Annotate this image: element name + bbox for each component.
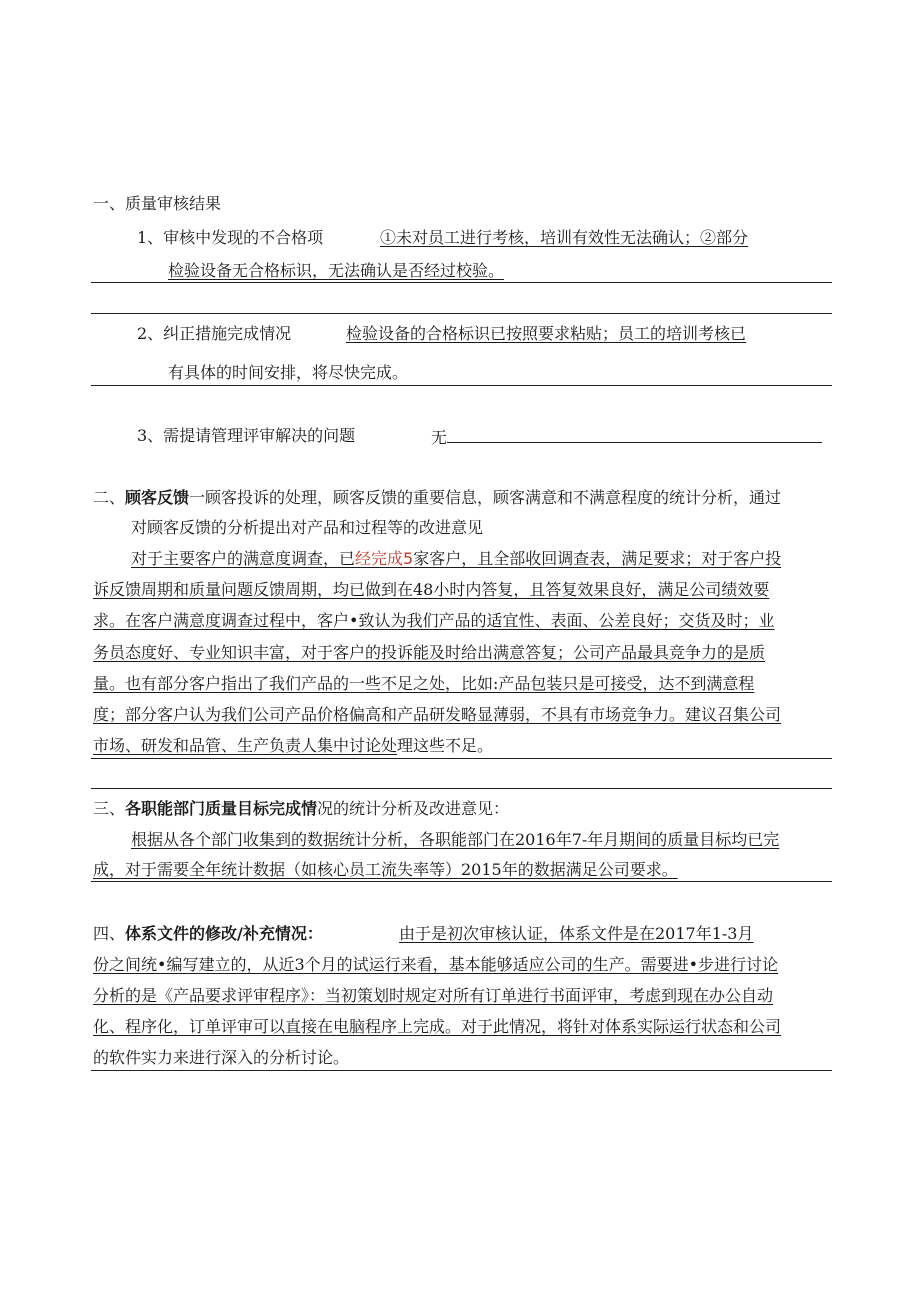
section-2-para-line7-underlined: 市场、研发和品管、生产负责人集中讨论处 xyxy=(93,736,398,755)
section-3-para-line1: 根据从各个部门收集到的数据统计分析，各职能部门在2016年7-年月期间的质量目标均已完 xyxy=(131,830,780,849)
section-4-para-line1: 由于是初次审核认证，体系文件是在2017年1-3月 xyxy=(399,924,754,943)
section-2-heading xyxy=(93,488,781,508)
rule-6 xyxy=(91,881,832,882)
section-2-bold-title: 顾客反馈 xyxy=(125,488,190,507)
section-2-para-line6: 度；部分客户认为我们公司产品价格偏高和产品研发略显薄弱，不具有市场竞争力。建议召集公司 xyxy=(93,705,782,724)
section-4-bold-title: 体系文件的修改/补充情况： xyxy=(125,924,323,943)
section-3-bold-title: 各职能部门质量目标完成情 xyxy=(125,799,318,818)
item-2-text-line2: 有具体的时间安排，将尽快完成。 xyxy=(168,363,409,382)
section-4-heading xyxy=(93,924,323,944)
item-3-label: 3、需提请管理评审解决的问题 xyxy=(137,426,356,445)
section-4-prefix: 四、 xyxy=(93,924,126,943)
section-2-prefix: 二、 xyxy=(93,488,126,507)
section-2-red-number: 5 xyxy=(403,549,414,568)
section-3-para-line2: 成，对于需要全年统计数据（如核心员工流失率等）2015年的数据满足公司要求。 xyxy=(93,860,678,879)
section-2-para-line1 xyxy=(131,549,781,569)
section-2-para-line1-b: 家客户，且全部收回调查表，满足要求；对于客户投 xyxy=(413,549,782,568)
section-2-red-text: 经完成 xyxy=(355,549,404,568)
section-4-para-line3: 分析的是《产品要求评审程序》：当初策划时规定对所有订单进行书面评审，考虑到现在办公自动 xyxy=(93,986,774,1005)
section-2-para-line7-rest: 理这些不足。 xyxy=(397,736,494,755)
section-2-para-line2: 诉反馈周期和质量问题反馈周期，均已做到在48小时内答复，且答复效果良好，满足公司绩效要 xyxy=(93,580,770,599)
item-2-label: 2、纠正措施完成情况 xyxy=(137,324,292,343)
rule-1 xyxy=(91,282,832,283)
section-1-title: 一、质量审核结果 xyxy=(93,194,222,213)
section-3-heading xyxy=(93,799,509,819)
section-2-para-line4: 务员态度好、专业知识丰富，对于客户的投诉能及时给出满意答复；公司产品最具竞争力的是质 xyxy=(93,643,766,662)
section-2-para-line7 xyxy=(93,736,493,756)
section-2-heading-line2: 对顾客反馈的分析提出对产品和过程等的改进意见 xyxy=(131,518,484,537)
section-2-para-line1-a: 对于主要客户的满意度调查，已 xyxy=(131,549,356,568)
section-3-heading-rest: 况的统计分析及改进意见： xyxy=(317,799,510,818)
section-3-prefix: 三、 xyxy=(93,799,126,818)
section-4-para-line4: 化、程序化，订单评审可以直接在电脑程序上完成。对于此情况，将针对体系实际运行状态和公司 xyxy=(93,1017,782,1036)
item-3-blank-line xyxy=(447,426,822,443)
item-1-label: 1、审核中发现的不合格项 xyxy=(137,228,324,247)
item-1-text-line1: ①未对员工进行考核，培训有效性无法确认；②部分 xyxy=(380,228,749,247)
rule-7 xyxy=(91,1070,832,1071)
rule-5 xyxy=(91,788,832,789)
section-4-para-line2: 份之间统•编写建立的，从近3个月的试运行来看，基本能够适应公司的生产。需要进•步进行讨论 xyxy=(93,955,779,974)
item-2-text-line1: 检验设备的合格标识已按照要求粘贴；员工的培训考核已 xyxy=(346,324,747,343)
item-3-value-text: 无 xyxy=(431,428,448,447)
section-2-para-line5: 量。也有部分客户指出了我们产品的一些不足之处，比如:产品包装只是可接受，达不到满意程 xyxy=(93,674,755,693)
item-1-text-line2: 检验设备无合格标识，无法确认是否经过校验。 xyxy=(168,261,505,280)
rule-3 xyxy=(91,385,832,386)
section-2-heading-rest: 一顾客投诉的处理，顾客反馈的重要信息，顾客满意和不满意程度的统计分析，通过 xyxy=(189,488,782,507)
item-3-value xyxy=(431,426,822,448)
rule-4 xyxy=(91,758,832,759)
rule-2 xyxy=(91,313,832,314)
section-2-para-line3: 求。在客户满意度调查过程中，客户•致认为我们产品的适宜性、表面、公差良好；交货及时；业 xyxy=(93,611,775,630)
section-4-para-line5: 的软件实力来进行深入的分析讨论。 xyxy=(93,1048,350,1067)
